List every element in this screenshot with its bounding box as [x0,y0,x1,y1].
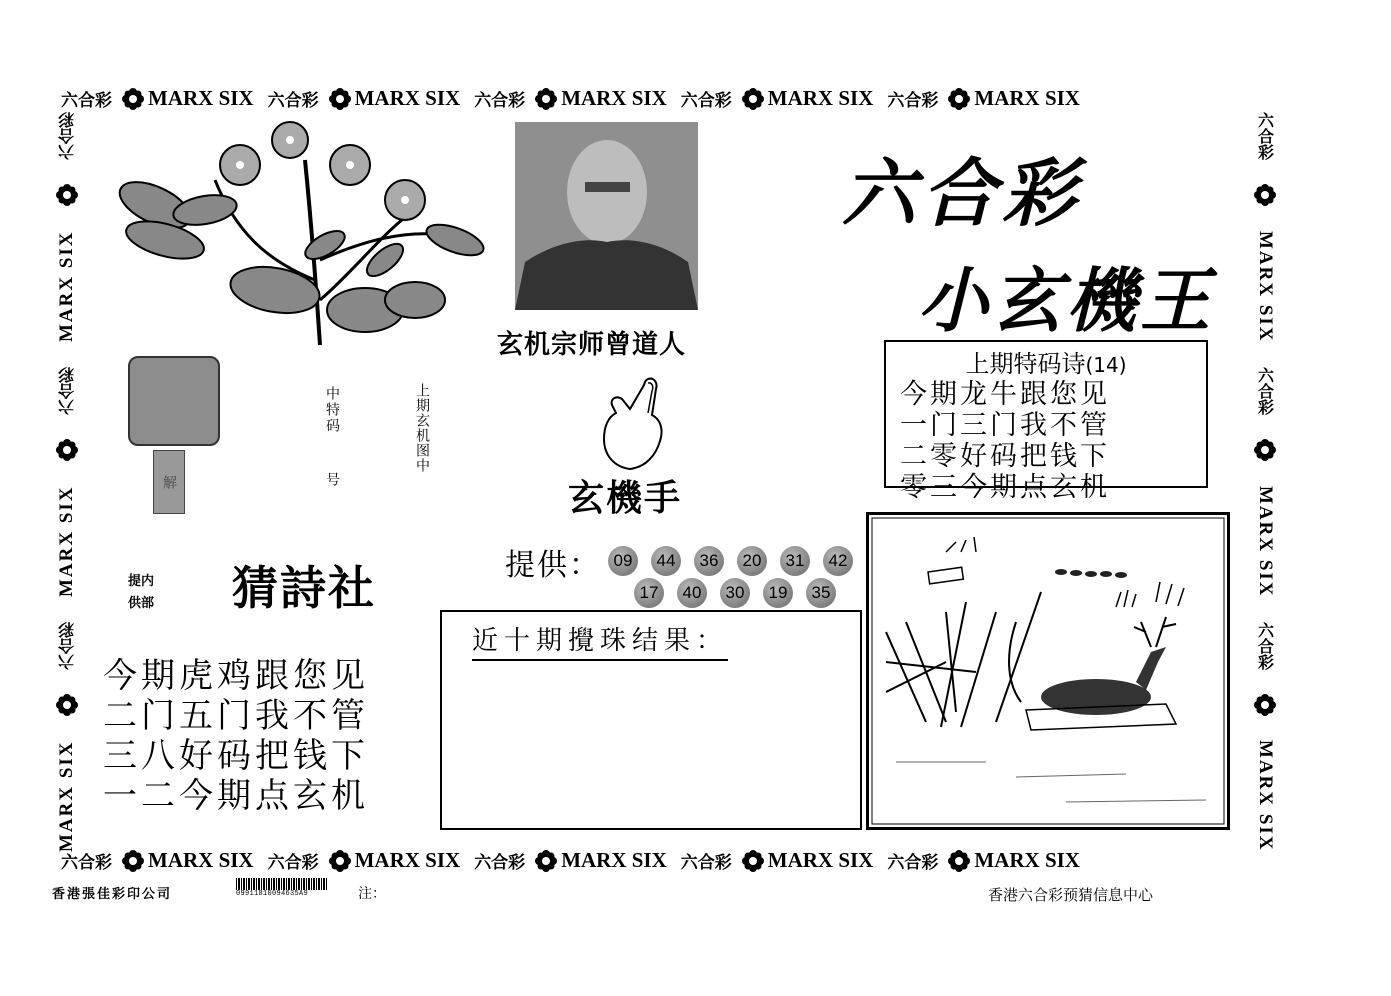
numbers-row-2 [631,578,839,608]
number-ball: 35 [806,578,836,608]
flower-icon [742,88,764,110]
poem-lines [886,379,1206,503]
flower-icon [56,184,78,206]
border-brand: MARX SIX [767,848,874,872]
master-portrait [515,122,698,310]
flower-icon [329,88,351,110]
special-number-suffix: 号 [324,472,340,486]
barcode-number: 09911810094635A9 [236,890,309,898]
provider-small-1: 提内 [128,574,155,589]
flower-icon [122,88,144,110]
footer-note: 注： [358,886,386,902]
flower-icon [535,88,557,110]
border-brand: MARX SIX [354,86,461,110]
poem-line: 一二今期点玄机 [103,776,369,816]
border-label: 六合彩 [474,853,526,873]
border-label: 六合彩 [1255,366,1275,415]
border-label: 六合彩 [57,366,77,415]
number-ball: 17 [634,578,664,608]
border-label: 六合彩 [680,853,732,873]
poem-line: 二门五门我不管 [103,696,369,736]
provider-small-2: 供部 [128,596,155,611]
flower-icon [948,88,970,110]
flower-icon [1254,184,1276,206]
border-brand: MARX SIX [354,848,461,872]
barcode-bars [236,878,328,890]
title-xiaoxuanjiwang: 小玄機王 [918,260,1214,342]
poem-line: 今期龙牛跟您见 [900,379,1110,410]
border-brand: MARX SIX [56,485,77,598]
master-caption: 玄机宗师曾道人 [497,330,687,360]
stamp [128,356,220,446]
flower-plant-illustration [115,120,490,350]
last-issue-label: 上期玄机图中 [414,383,430,473]
border-brand: MARX SIX [56,740,77,852]
poem-line: 二零好码把钱下 [900,441,1110,472]
hand-caption: 玄機手 [568,478,683,519]
poem-title: 上期特码诗 [965,350,1086,378]
results-title: 近十期攪珠结果： [472,620,728,661]
last-issue-poem-box [884,340,1208,503]
deer-illustration [866,512,1230,830]
border-brand: MARX SIX [56,230,77,343]
border-brand: MARX SIX [148,848,254,872]
special-number-label: 中特码 [324,386,340,434]
number-ball: 44 [651,546,681,576]
number-ball: 42 [823,546,853,576]
border-label: 六合彩 [61,853,112,873]
number-ball: 31 [780,546,810,576]
border-label: 六合彩 [474,91,526,111]
border-label: 六合彩 [267,91,319,111]
top-border [55,86,1080,111]
numbers-label: 提供： [505,548,601,583]
flower-icon [56,439,78,461]
footer-center: 香港六合彩预猜信息中心 [988,886,1154,904]
border-brand: MARX SIX [561,86,667,110]
poem-title-row [886,344,1206,379]
results-box [440,610,862,830]
right-border [1250,112,1280,852]
flower-icon [535,850,557,872]
title-liuhecai: 六合彩 [842,151,1082,237]
poem-line: 一门三门我不管 [900,410,1110,441]
bottom-border [55,848,1080,873]
left-poem [103,656,369,816]
border-label: 六合彩 [57,621,77,670]
border-label: 六合彩 [1255,621,1275,670]
flower-icon [56,694,78,716]
footer-company: 香港張佳彩印公司 [52,887,173,902]
border-brand: MARX SIX [1255,740,1276,852]
flower-icon [948,850,970,872]
number-ball: 19 [763,578,793,608]
border-label: 六合彩 [887,853,939,873]
border-brand: MARX SIX [974,86,1080,110]
border-label: 六合彩 [887,91,939,111]
border-brand: MARX SIX [974,848,1080,872]
poem-line: 今期虎鸡跟您见 [103,656,369,696]
poem-line: 零三今期点玄机 [900,472,1110,503]
border-brand: MARX SIX [148,86,254,110]
number-ball: 09 [608,546,638,576]
poem-line: 三八好码把钱下 [103,736,369,776]
border-label: 六合彩 [1255,112,1275,160]
flower-icon [742,850,764,872]
border-label: 六合彩 [57,112,77,161]
numbers-row-1 [605,546,856,576]
flower-icon [122,850,144,872]
pointing-hand-icon [600,375,670,473]
number-ball: 36 [694,546,724,576]
border-label: 六合彩 [680,91,732,111]
poem-issue: (14) [1085,353,1127,377]
flower-icon [329,850,351,872]
left-border [52,112,82,852]
border-brand: MARX SIX [561,848,667,872]
number-ball: 40 [677,578,707,608]
border-brand: MARX SIX [1255,230,1276,343]
border-label: 六合彩 [61,91,112,111]
stamp-text: 解 [161,475,177,489]
flower-icon [1254,694,1276,716]
border-brand: MARX SIX [1255,485,1276,598]
number-ball: 20 [737,546,767,576]
border-label: 六合彩 [267,853,319,873]
provider-brand: 猜詩社 [232,561,376,615]
flower-icon [1254,439,1276,461]
number-ball: 30 [720,578,750,608]
stamp-strip [153,450,185,514]
border-brand: MARX SIX [767,86,874,110]
barcode [236,878,328,898]
